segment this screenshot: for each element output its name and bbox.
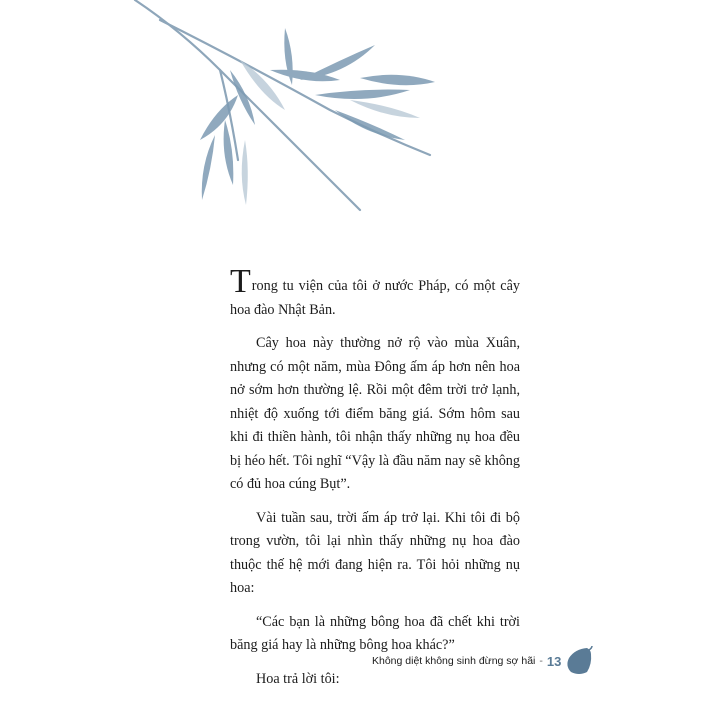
- paragraph-3: Vài tuần sau, trời ấm áp trở lại. Khi tôi đi bộ trong vườn, tôi lại nhìn thấy những nụ hoa đào thuộc thế hệ mới đang hiện ra. Tôi hỏi những nụ hoa:: [230, 509, 520, 596]
- footer-separator: -: [539, 655, 543, 667]
- paragraph-4: “Các bạn là những bông hoa đã chết khi trời băng giá hay là những bông hoa khác?”: [230, 613, 520, 653]
- page-footer: [372, 648, 593, 674]
- drop-cap: T: [230, 263, 251, 300]
- bamboo-branch-illustration: [120, 0, 460, 215]
- paragraph-2: Cây hoa này thường nở rộ vào mùa Xuân, nhưng có một năm, mùa Đông ấm áp hơn nên hoa nở sớm hơn thường lệ. Rồi một đêm trời trở lạnh, nhiệt độ xuống tới điểm băng giá. Sớm hôm sau khi đi thiền hành, tôi nhận thấy những nụ hoa đều bị héo hết. Tôi nghĩ “Vậy là đầu năm nay sẽ không có đủ hoa cúng Bụt”.: [230, 335, 520, 492]
- running-title: Không diệt không sinh đừng sợ hãi: [372, 655, 536, 667]
- paragraph-1-text: rong tu viện của tôi ở nước Pháp, có một cây hoa đào Nhật Bản.: [230, 278, 520, 318]
- body-text: [230, 263, 520, 701]
- paragraph-1: [230, 263, 520, 322]
- paragraph-5: Hoa trả lời tôi:: [256, 670, 340, 687]
- bodhi-leaf-icon: [565, 646, 593, 676]
- page-number: 13: [546, 653, 562, 669]
